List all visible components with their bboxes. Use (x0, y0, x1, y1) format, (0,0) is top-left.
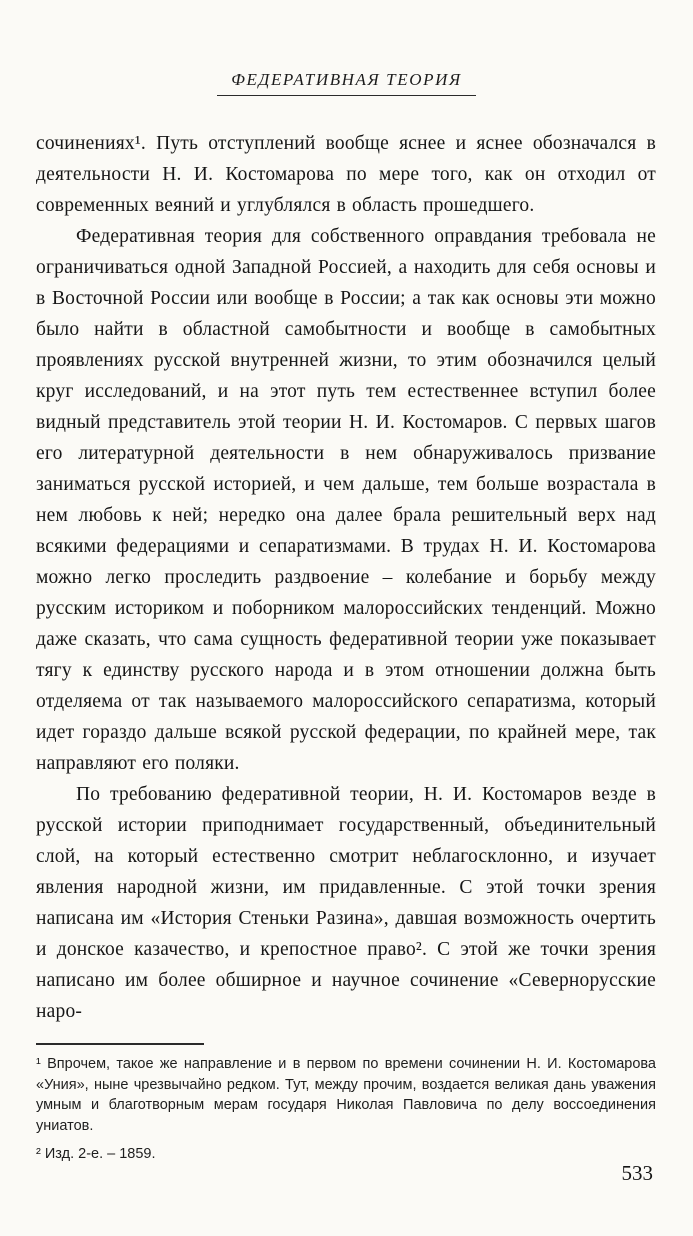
paragraph: сочинениях¹. Путь отступлений вообще яснее и яснее обозначался в деятельности Н. И. Костомарова по мере того, как он отходил от современных веяний и углублялся в область прошедшего. (36, 133, 656, 216)
body-text (36, 128, 656, 1027)
footnotes (36, 1054, 656, 1165)
page-number: 533 (621, 1161, 653, 1185)
paragraph: По требованию федеративной теории, Н. И. Костомаров везде в русской истории приподнимает государственный, объединительный слой, на который естественно смотрит неблагосклонно, и изучает явления народной жизни, им придавленные. С этой точки зрения написана им «История Стеньки Разина», давшая возможность очертить и донское казачество, и крепостное право². С этой же точки зрения написано им более обширное и научное сочинение «Севернорусские наро- (36, 784, 656, 1022)
page-title: ФЕДЕРАТИВНАЯ ТЕОРИЯ (217, 70, 475, 96)
running-head (0, 0, 693, 96)
footnote: ¹ Впрочем, такое же направление и в первом по времени сочинении Н. И. Костомарова «Уния», ныне чрезвычайно редком. Тут, между прочим, воздается великая дань уважения умным и благотворным мерам государя Николая Павловича по делу воссоединения униатов. (36, 1056, 656, 1134)
paragraph: Федеративная теория для собственного оправдания требовала не ограничиваться одной Западной Россией, а находить для себя основы и в Восточной России или вообще в России; а так как основы эти можно было найти в областной самобытности и вообще в самобытных проявлениях русской внутренней жизни, то этим обозначился целый круг исследований, и на этот путь тем естественнее вступил более видный представитель этой теории Н. И. Костомаров. С первых шагов его литературной деятельности в нем обнаруживалось призвание заниматься русской историей, и чем дальше, тем больше возрастала в нем любовь к ней; нередко она далее брала решительный верх над всякими федерациями и сепаратизмами. В трудах Н. И. Костомарова можно легко проследить раздвоение – колебание и борьбу между русским историком и поборником малороссийских тенденций. Можно даже сказать, что сама сущность федеративной теории уже показывает тягу к единству русского народа и в этом отношении должна быть отделяема от так называемого малороссийского сепаратизма, который идет гораздо дальше всякой русской федерации, по крайней мере, так направляют его поляки. (36, 226, 656, 774)
footnote-separator (36, 1043, 204, 1045)
footnote: ² Изд. 2-е. – 1859. (36, 1146, 156, 1162)
